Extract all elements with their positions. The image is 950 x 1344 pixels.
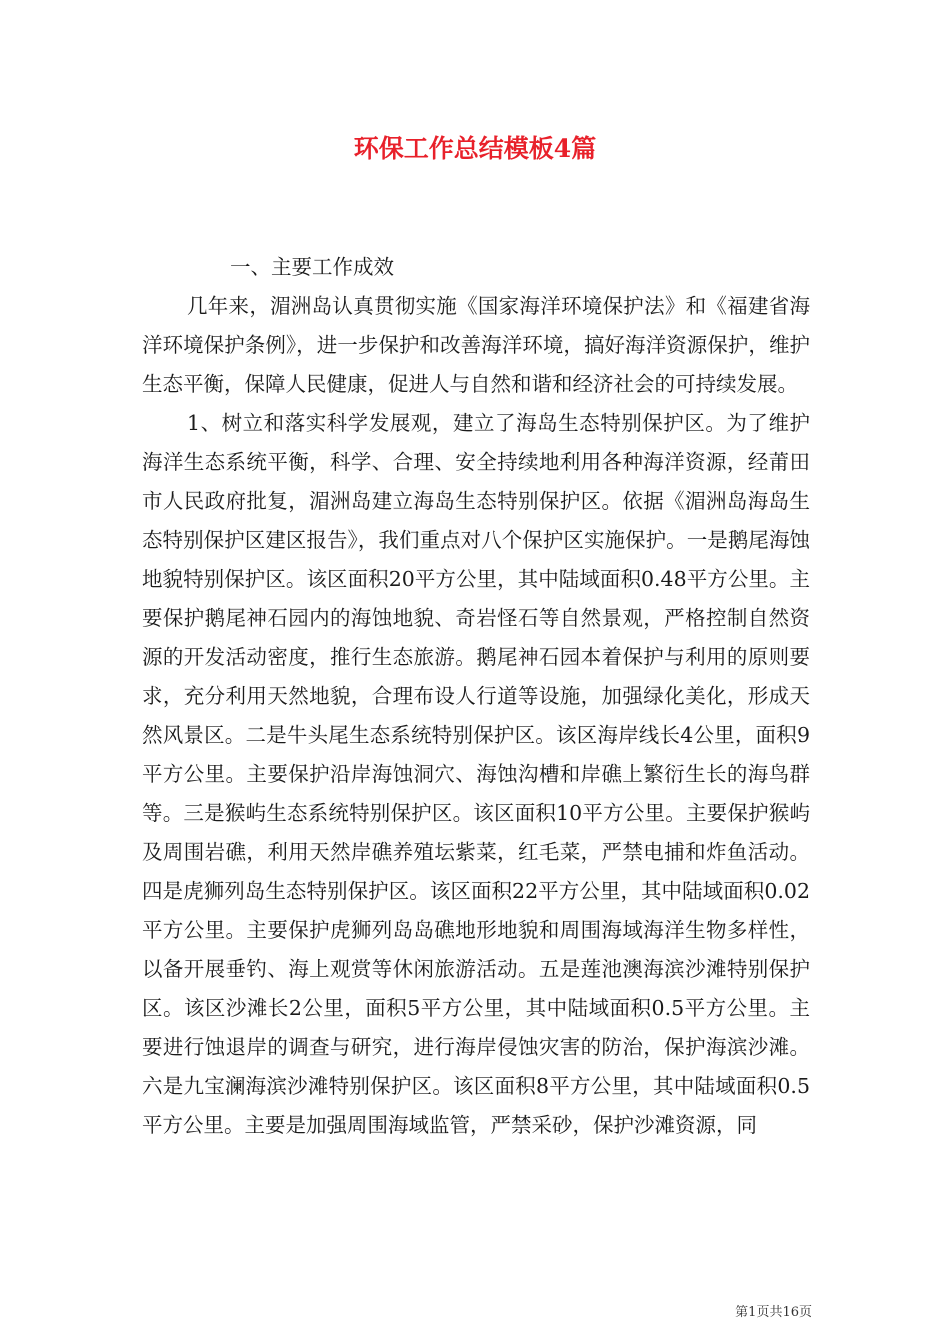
section-heading: 一、主要工作成效 (230, 255, 394, 279)
paragraph-protected-zones: 1、树立和落实科学发展观，建立了海岛生态特别保护区。为了维护海洋生态系统平衡，科学、合理、安全持续地利用各种海洋资源，经莆田市人民政府批复，湄洲岛建立海岛生态特别保护区。依据《湄洲岛海岛生态特别保护区建区报告》，我们重点对八个保护区实施保护。一是鹅尾海蚀地貌特别保护区。该区面积20平方公里，其中陆域面积0.48平方公里。主要保护鹅尾神石园内的海蚀地貌、奇岩怪石等自然景观，严格控制自然资源的开发活动密度，推行生态旅游。鹅尾神石园本着保护与利用的原则要求，充分利用天然地貌，合理布设人行道等设施，加强绿化美化，形成天然风景区。二是牛头尾生态系统特别保护区。该区海岸线长4公里，面积9平方公里。主要保护沿岸海蚀洞穴、海蚀沟槽和岸礁上繁衍生长的海鸟群等。三是猴屿生态系统特别保护区。该区面积10平方公里。主要保护猴屿及周围岩礁，利用天然岸礁养殖坛紫菜，红毛菜，严禁电捕和炸鱼活动。四是虎狮列岛生态特别保护区。该区面积22平方公里，其中陆域面积0.02平方公里。主要保护虎狮列岛岛礁地形地貌和周围海域海洋生物多样性，以备开展垂钓、海上观赏等休闲旅游活动。五是莲池澳海滨沙滩特别保护区。该区沙滩长2公里，面积5平方公里，其中陆域面积0.5平方公里。主要进行蚀退岸的调查与研究，进行海岸侵蚀灾害的防治，保护海滨沙滩。六是九宝澜海滨沙滩特别保护区。该区面积8平方公里，其中陆域面积0.5平方公里。主要是加强周围海域监管，严禁采砂，保护沙滩资源，同 (142, 411, 810, 1137)
page-number: 第1页共16页 (735, 1305, 812, 1320)
document-body (142, 248, 810, 1145)
document-title: 环保工作总结模板4篇 (353, 134, 597, 163)
paragraph-intro: 几年来，湄洲岛认真贯彻实施《国家海洋环境保护法》和《福建省海洋环境保护条例》，进一步保护和改善海洋环境，搞好海洋资源保护，维护生态平衡，保障人民健康，促进人与自然和谐和经济社会的可持续发展。 (142, 294, 810, 396)
